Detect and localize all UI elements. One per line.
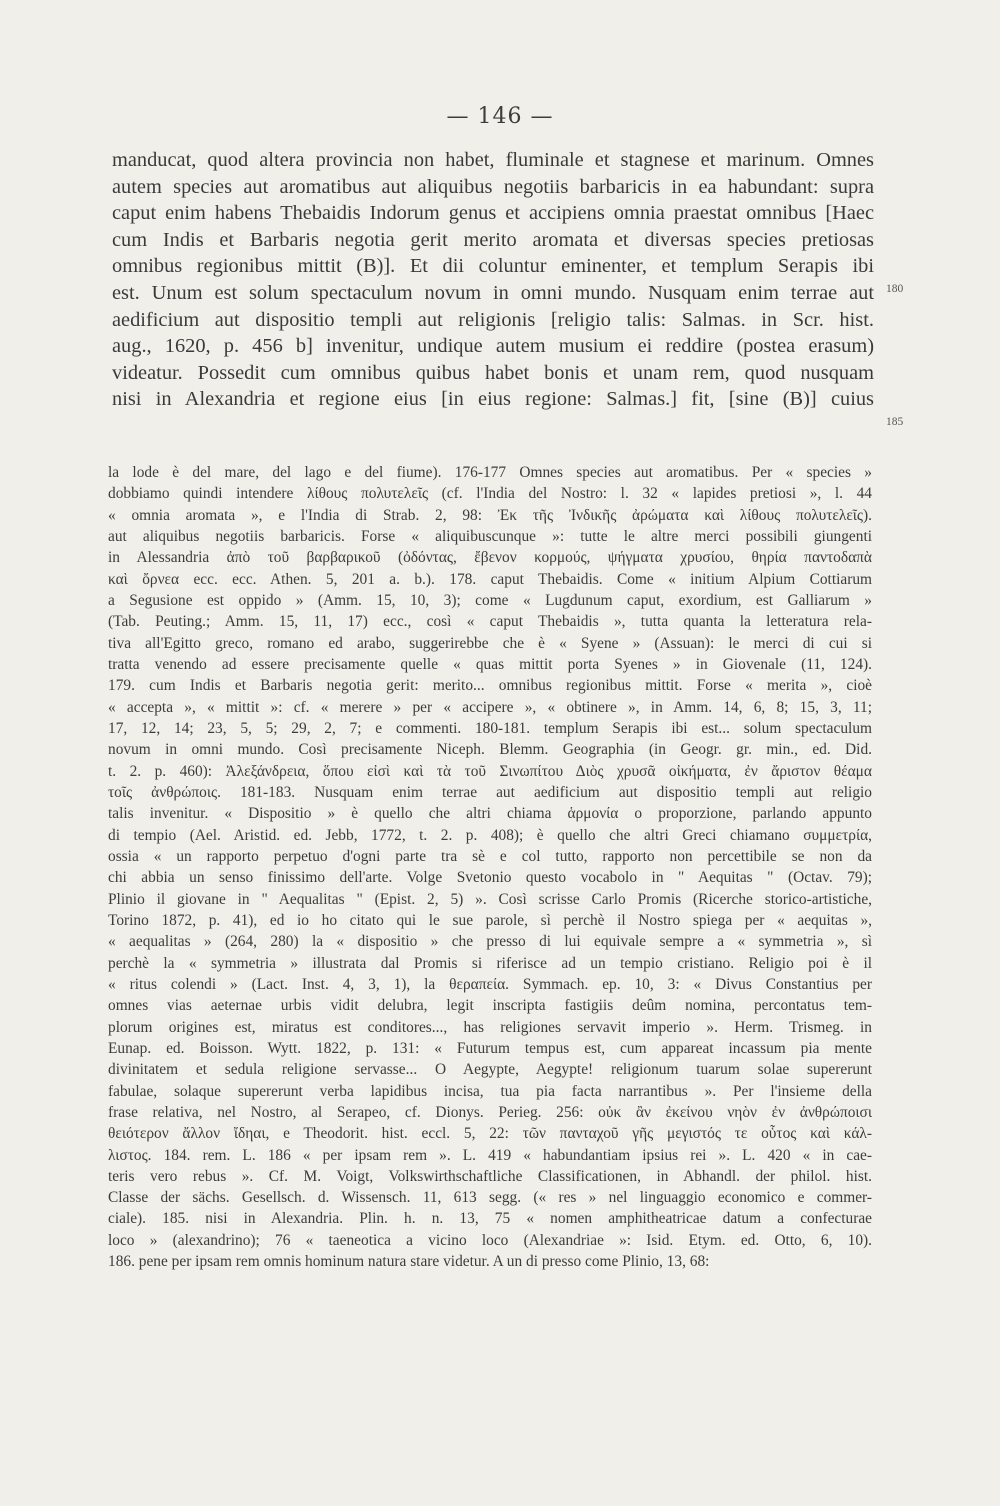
commentary-line: « omnia aromata », e l'India di Strab. 2, 98: Ἐκ τῆς Ἰνδικῆς ἀρώματα καὶ λίθους πολυτελεῖς). — [108, 506, 872, 524]
main-text-line: nisi in Alexandria et regione eius [in eius regione: Salmas.] fit, [sine (B)] cuius — [112, 388, 874, 411]
commentary-line: ossia « un rapporto perpetuo d'ogni parte tra sè e col tutto, rapporto non percettibile se non da — [108, 847, 872, 865]
commentary-line: τοῖς ἀνθρώποις. 181-183. Nusquam enim terrae aut aedificium aut dispositio templi aut religio — [108, 783, 872, 801]
commentary-line: aut aliquibus negotiis barbaricis. Forse « aliquibuscunque »: tutte le altre merci possibili giungenti — [108, 527, 872, 545]
commentary-line: (Tab. Peuting.; Amm. 15, 11, 17) ecc., così « caput Thebaidis », tutta quanta la letteratura rela- — [108, 613, 872, 631]
commentary-line: di tempio (Ael. Aristid. ed. Jebb, 1772, t. 2. p. 408); è quello che altri Greci chiamano συμμετρία, — [108, 826, 872, 844]
main-text-line: aedificium aut dispositio templi aut religionis [religio talis: Salmas. in Scr. hist. — [112, 308, 874, 331]
commentary-line: in Alessandria ἀπὸ τοῦ βαρβαρικοῦ (ὀδόντας, ἔβενον κορμούς, ψήγματα χρυσίου, θηρία παντοδαπὰ — [108, 549, 872, 567]
commentary-line: tiva all'Egitto greco, romano ed arabo, suggerirebbe che è « Syene » (Assuan): le merci di cui si — [108, 634, 872, 652]
line-number-185: 185 — [886, 416, 904, 428]
page-number: — 146 — — [446, 104, 554, 129]
main-text-line: omnibus regionibus mittit (B)]. Et dii coluntur eminenter, et templum Serapis ibi — [112, 255, 874, 278]
commentary-line: καὶ ὄρνεα ecc. ecc. Athen. 5, 201 a. b.). 178. caput Thebaidis. Come « initium Alpium Cottiarum — [108, 570, 872, 588]
commentary-line: t. 2. p. 460): Ἀλεξάνδρεια, ὅπου εἰσὶ καὶ τὰ τοῦ Σινωπίτου Διὸς χρυσᾶ οἰκήματα, ἐν ἄριστον θέαμα — [108, 762, 872, 780]
commentary-line: talis invenitur. « Dispositio » è quello che altri chiama ἁρμονία o proporzione, parlando appunto — [108, 805, 872, 823]
commentary-line: a Segusione est oppido » (Amm. 15, 10, 3); come « Lugdunum caput, exordium, est Galliarum » — [108, 591, 872, 609]
commentary-line: dobbiamo quindi intendere λίθους πολυτελεῖς (cf. l'India del Nostro: l. 32 « lapides pretiosi », l. 44 — [108, 485, 872, 503]
commentary-line: Torino 1872, p. 41), ed io ho citato qui le sue parole, sì perchè il Nostro spiega per « aequitas », — [108, 911, 872, 929]
commentary-line: teris vero rebus ». Cf. M. Voigt, Volkswirthschaftliche Classificationen, in Abhandl. der philol. hist. — [108, 1167, 872, 1185]
commentary-line: 186. pene per ipsam rem omnis hominum natura stare videtur. A un di presso come Plinio, 13, 68: — [108, 1253, 710, 1271]
main-text-line: autem species aut aromatibus aut aliquibus negotiis barbaricis in ea habundant: supra — [112, 175, 874, 198]
commentary-line: « aequalitas » (264, 280) la « dispositio » che presso di lui equivale sempre a « symmetria », sì — [108, 933, 872, 951]
commentary-line: chi abbia un senso finissimo dell'arte. Volge Svetonio questo vocabolo in " Aequitas " (Octav. 79); — [108, 869, 872, 887]
commentary-line: divinitatem et sedula religione servasse... O Aegypte, Aegypte! religionum tuarum solae supererunt — [108, 1061, 872, 1079]
main-text — [112, 147, 874, 413]
commentary-line: omnes vias aeternae urbis vidit delubra, legit inscripta fastigiis deûm nomina, percontatus tem- — [108, 997, 872, 1015]
commentary-line: « accepta », « mittit »: cf. « merere » per « accipere », « obtinere », in Amm. 14, 6, 8; 15, 3, 11; — [108, 698, 872, 716]
commentary-line: « ritus colendi » (Lact. Inst. 4, 3, 1), la θεραπεία. Symmach. ep. 10, 3: « Divus Constantius per — [108, 975, 872, 993]
commentary-line: θειότερον ἄλλον ἴδηαι, e Theodorit. hist. eccl. 5, 22: τῶν πανταχοῦ γῆς μεγιστός τε οὗτος καὶ κάλ- — [108, 1125, 872, 1143]
commentary-line: frase relativa, nel Nostro, al Serapeo, cf. Dionys. Perieg. 256: οὐκ ἂν ἐκείνου νηὸν ἐν ἀνθρώποισι — [108, 1103, 872, 1121]
commentary-line: fabulae, solaque supererunt verba lapidibus incisa, tua pia facta narrantibus ». Per l'insieme della — [108, 1082, 872, 1100]
commentary-line: la lode è del mare, del lago e del fiume). 176-177 Omnes species aut aromatibus. Per « species » — [108, 464, 872, 481]
commentary-line: λιστος. 184. rem. L. 186 « per ipsam rem ». L. 419 « habundantiam ipsius rei ». L. 420 « in cae- — [108, 1146, 872, 1164]
commentary-line: plorum origines est, miratus est conditores..., has religiones servavit imperio ». Herm. Trismeg. in — [108, 1018, 872, 1036]
commentary-line: Eunap. ed. Boisson. Wytt. 1822, p. 131: « Futurum tempus est, cum appareat incassum pia mente — [108, 1039, 872, 1057]
main-text-line: caput enim habens Thebaidis Indorum genus et accipiens omnia praestat omnibus [Haec — [112, 202, 874, 225]
main-text-line: cum Indis et Barbaris negotia gerit merito aromata et diversas species pretiosas — [112, 228, 874, 251]
main-text-line: videatur. Possedit cum omnibus quibus habet bonis et unam rem, quod nusquam — [112, 361, 874, 384]
commentary-line: tratta venendo ad essere precisamente quelle « quas mittit porta Syenes » in Giovenale (11, 124). — [108, 655, 872, 673]
commentary-line: novum in omni mundo. Così precisamente Niceph. Blemm. Geographia (in Geogr. gr. min., ed. Did. — [108, 741, 872, 759]
commentary-line: 179. cum Indis et Barbaris negotia gerit: merito... omnibus regionibus mittit. Forse « merita », cioè — [108, 677, 872, 695]
main-text-line: est. Unum est solum spectaculum novum in omni mundo. Nusquam enim terrae aut — [112, 281, 874, 304]
commentary-line: 17, 12, 14; 23, 5, 5; 29, 2, 7; e commenti. 180-181. templum Serapis ibi est... solum spectaculum — [108, 719, 872, 737]
commentary-line: Plinio il giovane in " Aequalitas " (Epist. 2, 5) ». Così scrisse Carlo Promis (Ricerche storico-artistiche, — [108, 890, 872, 908]
commentary-line: Classe der sächs. Gesellsch. d. Wissensch. 11, 613 segg. (« res » nel linguaggio economico e commer- — [108, 1189, 872, 1207]
commentary-line: perchè la « symmetria » illustrata dal Promis si riferisce ad un tempio cristiano. Religio poi è il — [108, 954, 872, 972]
commentary-line: ciale). 185. nisi in Alexandria. Plin. h. n. 13, 75 « nomen amphitheatricae datum a confecturae — [108, 1210, 872, 1228]
main-text-line: manducat, quod altera provincia non habet, fluminale et stagnese et marinum. Omnes — [112, 149, 874, 171]
commentary-notes — [108, 462, 872, 1272]
line-number-180: 180 — [886, 283, 904, 295]
commentary-line: loco » (alexandrino); 76 « taeneotica a vicino loco (Alexandriae »: Isid. Etym. ed. Otto, 6, 10). — [108, 1231, 872, 1249]
main-text-line: aug., 1620, p. 456 b] invenitur, undique autem musium ei reddire (postea erasum) — [112, 335, 874, 358]
